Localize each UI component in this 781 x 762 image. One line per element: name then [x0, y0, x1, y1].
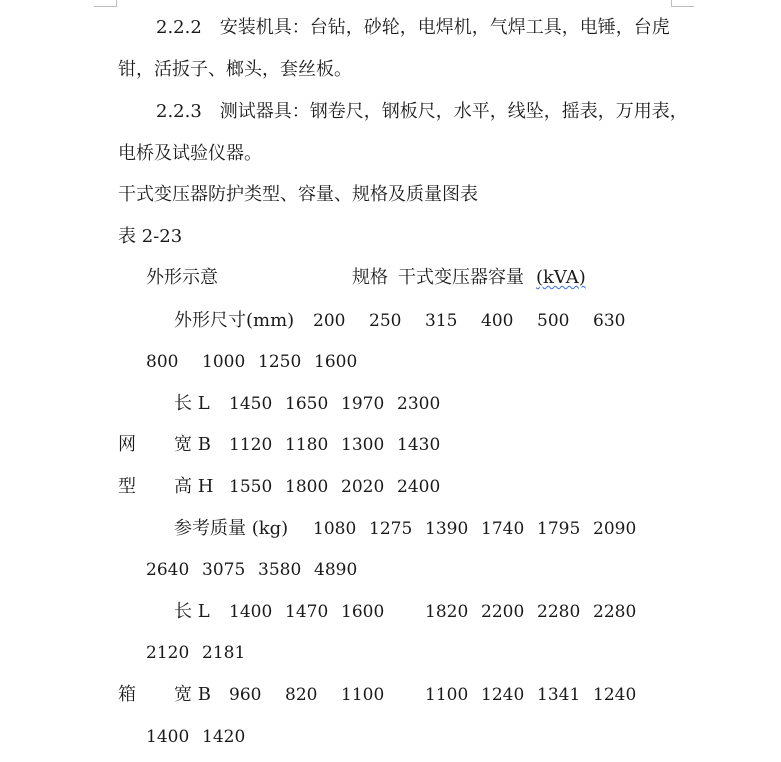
table-cell: 2300 [397, 394, 441, 414]
table-cell: 1970 [341, 394, 385, 414]
table-cell: 1420 [202, 727, 246, 747]
mesh-height-label: 高 H [174, 476, 214, 497]
header-spec-label: 规格 [352, 267, 388, 288]
box-width-label: 宽 B [174, 684, 211, 705]
crop-mark-top-left [94, 0, 117, 7]
table-cell: 2120 [146, 643, 190, 663]
table-cell: 2280 [537, 602, 581, 622]
header-shape-label: 外形示意 [146, 267, 218, 288]
table-cell: 3580 [258, 560, 302, 580]
table-cell: 1390 [425, 519, 469, 539]
table-cell: 1650 [285, 394, 329, 414]
table-cell: 1450 [229, 394, 273, 414]
header-capacity-label: 干式变压器容量 [398, 267, 524, 288]
mesh-width-label: 宽 B [174, 434, 211, 455]
paragraph-test-tools-line2: 电桥及试验仪器。 [118, 143, 262, 164]
paragraph-install-tools-line2: 钳，活扳子、榔头，套丝板。 [118, 59, 352, 80]
table-cell: 1180 [285, 435, 329, 455]
table-cell: 1120 [229, 435, 273, 455]
table-title: 干式变压器防护类型、容量、规格及质量图表 [118, 184, 478, 205]
table-cell: 1470 [285, 602, 329, 622]
table-cell: 2280 [593, 602, 637, 622]
table-cell: 4890 [314, 560, 358, 580]
table-cell: 1400 [146, 727, 190, 747]
table-cell: 2020 [341, 477, 385, 497]
table-cell: 500 [537, 311, 570, 331]
dimension-label: 外形尺寸(mm) [174, 310, 295, 331]
table-cell: 630 [593, 311, 626, 331]
table-cell: 1250 [258, 352, 302, 372]
table-cell: 1100 [341, 685, 385, 705]
table-cell: 400 [481, 311, 514, 331]
table-cell: 800 [146, 352, 179, 372]
table-cell: 1740 [481, 519, 525, 539]
table-cell: 1080 [313, 519, 357, 539]
mesh-weight-label: 参考质量 (kg) [174, 518, 289, 539]
box-length-label: 长 L [174, 601, 210, 622]
table-cell: 1600 [341, 602, 385, 622]
table-cell: 1430 [397, 435, 441, 455]
mesh-type-label-part1: 网 [118, 434, 136, 455]
table-cell: 1820 [425, 602, 469, 622]
box-type-label: 箱 [118, 684, 136, 705]
table-cell: 1240 [593, 685, 637, 705]
paragraph-install-tools-line1: 2.2.2 安装机具：台钻，砂轮，电焊机，气焊工具，电锤，台虎 [156, 17, 670, 38]
table-cell: 2400 [397, 477, 441, 497]
table-cell: 820 [285, 685, 318, 705]
mesh-type-label-part2: 型 [118, 476, 136, 497]
table-cell: 2200 [481, 602, 525, 622]
table-cell: 1300 [341, 435, 385, 455]
table-cell: 2640 [146, 560, 190, 580]
table-cell: 1795 [537, 519, 581, 539]
table-number: 表 2-23 [118, 226, 183, 247]
table-cell: 2090 [593, 519, 637, 539]
table-cell: 315 [425, 311, 458, 331]
paragraph-test-tools-line1: 2.2.3 测试器具：钢卷尺，钢板尺，水平，线坠，摇表，万用表， [156, 101, 688, 122]
table-cell: 1400 [229, 602, 273, 622]
table-cell: 1341 [537, 685, 581, 705]
header-unit-text: (kVA) [536, 267, 586, 288]
header-unit-label [536, 266, 586, 290]
mesh-length-label: 长 L [174, 393, 210, 414]
table-cell: 1100 [425, 685, 469, 705]
table-cell: 960 [229, 685, 262, 705]
table-cell: 200 [313, 311, 346, 331]
table-cell: 1550 [229, 477, 273, 497]
table-cell: 2181 [202, 643, 246, 663]
table-cell: 1800 [285, 477, 329, 497]
table-cell: 1600 [314, 352, 358, 372]
table-cell: 1000 [202, 352, 246, 372]
table-cell: 1240 [481, 685, 525, 705]
table-cell: 3075 [202, 560, 246, 580]
table-cell: 1275 [369, 519, 413, 539]
table-cell: 250 [369, 311, 402, 331]
crop-mark-top-right [671, 0, 694, 7]
